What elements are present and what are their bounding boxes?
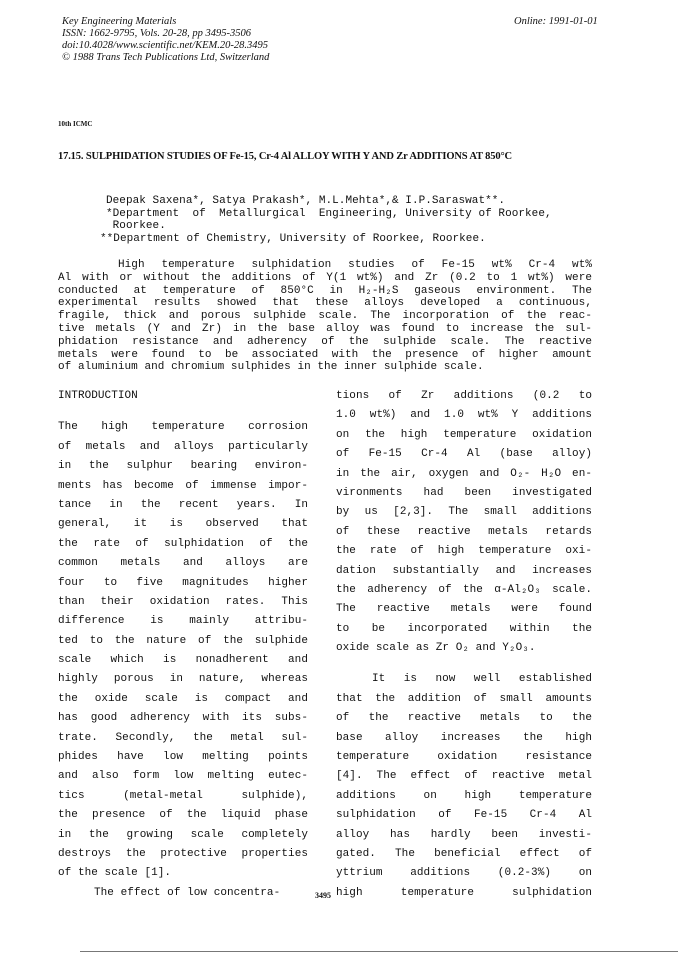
body-line: scale which is nonadherent and [58, 654, 308, 667]
abstract [58, 259, 592, 374]
affiliation-2: **Department of Chemistry, University of Roorkee, Roorkee. [100, 232, 486, 245]
page-number: 3495 [315, 891, 331, 900]
body-line: gated. The beneficial effect of [336, 847, 592, 860]
body-line: of the reactive metals to the [336, 712, 592, 725]
body-line: has good adherency with its subs- [58, 712, 308, 725]
body-line: by us [2,3]. The small additions [336, 506, 592, 519]
right-column [336, 387, 592, 903]
body-line: The high temperature corrosion [58, 421, 308, 434]
abstract-line: tive metals (Y and Zr) in the base alloy was found to increase the sul- [58, 322, 592, 335]
body-line: It is now well established [372, 673, 592, 686]
body-line: high temperature sulphidation [336, 886, 592, 899]
body-line: temperature oxidation resistance [336, 751, 592, 764]
abstract-line: phidation resistance and adherency of the sulphide scale. The reactive [58, 335, 592, 348]
body-line: the oxide scale is compact and [58, 692, 308, 705]
body-line: the adherency of the α-Al₂O₃ scale. [336, 583, 592, 596]
body-line: oxide scale as Zr O₂ and Y₂O₃. [336, 642, 536, 655]
journal-name: Key Engineering Materials [62, 16, 177, 27]
body-line: [4]. The effect of reactive metal [336, 770, 592, 783]
abstract-line: conducted at temperature of 850°C in H₂-H₂S gaseous environment. The [58, 284, 592, 297]
author-names: Deepak Saxena*, Satya Prakash*, M.L.Mehta*,& I.P.Saraswat**. [106, 195, 506, 207]
body-line: ments has become of immense impor- [58, 479, 308, 492]
body-line: the rate of high temperature oxi- [336, 545, 592, 558]
conference-label: 10th ICMC [58, 120, 93, 128]
body-line: difference is mainly attribu- [58, 615, 308, 628]
body-line: four to five magnitudes higher [58, 576, 308, 589]
abstract-line: of aluminium and chromium sulphides in the inner sulphide scale. [58, 361, 484, 374]
body-line: base alloy increases the high [336, 731, 592, 744]
body-line: tics (metal-metal sulphide), [58, 789, 308, 802]
section-heading-introduction: INTRODUCTION [58, 390, 138, 402]
body-line: to be incorporated within the [336, 622, 592, 635]
abstract-line: metals were found to be associated with the presence of higher amount [58, 348, 592, 361]
journal-doi[interactable]: doi:10.4028/www.scientific.net/KEM.20-28.3495 [62, 40, 268, 51]
body-line: tance in the recent years. In [58, 498, 308, 511]
body-line: yttrium additions (0.2-3%) on [336, 867, 592, 880]
abstract-line: High temperature sulphidation studies of Fe-15 wt% Cr-4 wt% [118, 259, 592, 271]
left-column [58, 387, 308, 903]
body-line: and also form low melting eutec- [58, 770, 308, 783]
body-line: trate. Secondly, the metal sul- [58, 731, 308, 744]
body-line: The effect of low concentra- [94, 886, 281, 899]
body-line: of the scale [1]. [58, 867, 172, 880]
journal-issn: ISSN: 1662-9795, Vols. 20-28, pp 3495-3506 [62, 28, 251, 39]
journal-citation [62, 16, 269, 64]
journal-copyright: © 1988 Trans Tech Publications Ltd, Switzerland [62, 52, 270, 63]
body-line: in the sulphur bearing environ- [58, 460, 308, 473]
body-line: destroys the protective properties [58, 847, 308, 860]
abstract-line: fragile, thick and porous sulphide scale. The incorporation of the reac- [58, 310, 592, 323]
body-line: alloy has hardly been investi- [336, 828, 592, 841]
body-line: general, it is observed that [58, 518, 308, 531]
author-block [100, 195, 606, 245]
body-line: of metals and alloys particularly [58, 440, 308, 453]
paper-title: 17.15. SULPHIDATION STUDIES OF Fe-15, Cr-4 Al ALLOY WITH Y AND Zr ADDITIONS AT 850°C [58, 151, 512, 162]
scan-edge-divider [80, 951, 678, 952]
body-line: vironments had been investigated [336, 486, 592, 499]
body-line: that the addition of small amounts [336, 692, 592, 705]
body-line: sulphidation of Fe-15 Cr-4 Al [336, 809, 592, 822]
affiliation-1-city: Roorkee. [106, 220, 166, 232]
body-line: phides have low melting points [58, 751, 308, 764]
body-line: of Fe-15 Cr-4 Al (base alloy) [336, 448, 592, 461]
affiliation-1: *Department of Metallurgical Engineering, University of Roorkee, [106, 207, 552, 220]
body-line: common metals and alloys are [58, 557, 308, 570]
body-line: the rate of sulphidation of the [58, 537, 308, 550]
body-line: in the growing scale completely [58, 828, 308, 841]
body-line: ted to the nature of the sulphide [58, 634, 308, 647]
body-line: the presence of the liquid phase [58, 809, 308, 822]
body-line: in the air, oxygen and O₂- H₂O en- [336, 467, 592, 480]
body-line: 1.0 wt%) and 1.0 wt% Y additions [336, 409, 592, 422]
body-line: The reactive metals were found [336, 603, 592, 616]
body-line: tions of Zr additions (0.2 to [336, 390, 592, 402]
body-line: dation substantially and increases [336, 564, 592, 577]
abstract-line: Al with or without the additions of Y(1 wt%) and Zr (0.2 to 1 wt%) were [58, 271, 592, 284]
body-line: of these reactive metals retards [336, 525, 592, 538]
online-date: Online: 1991-01-01 [514, 16, 598, 27]
body-line: highly porous in nature, whereas [58, 673, 308, 686]
body-line: additions on high temperature [336, 789, 592, 802]
abstract-line: experimental results showed that these alloys developed a continuous, [58, 297, 592, 310]
body-line: on the high temperature oxidation [336, 428, 592, 441]
body-line: than their oxidation rates. This [58, 595, 308, 608]
